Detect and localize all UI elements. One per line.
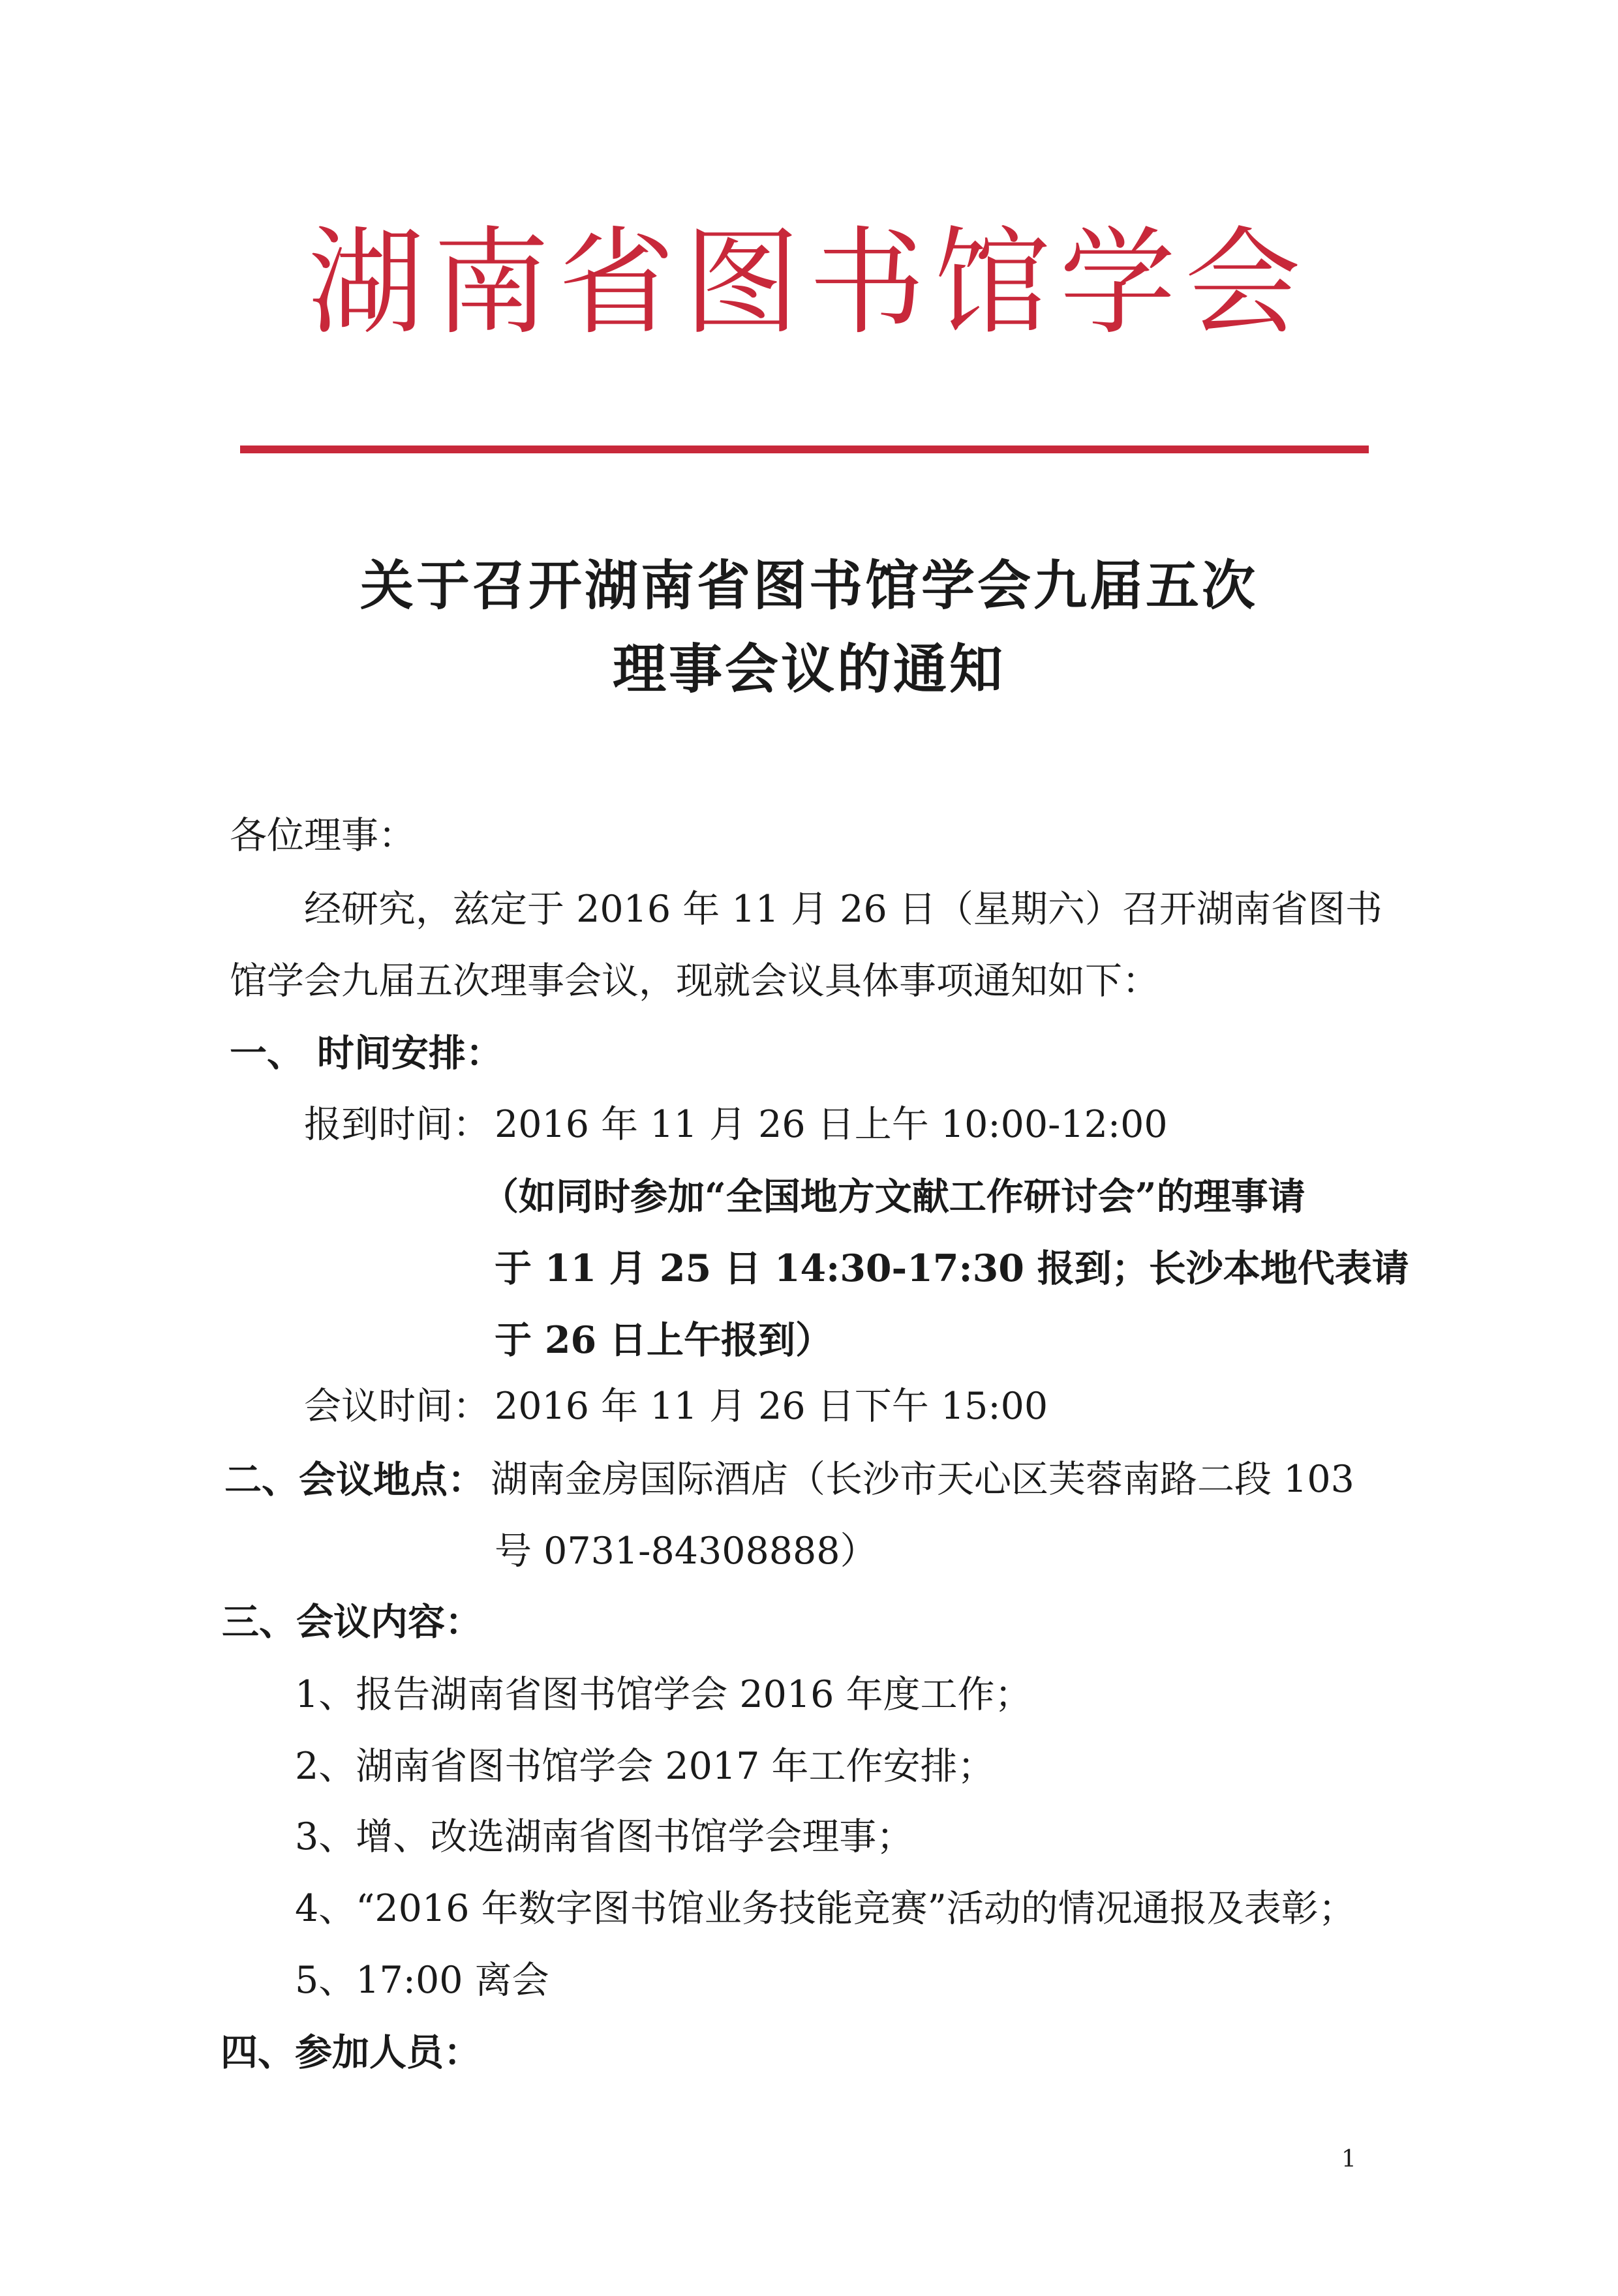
section-1-heading: 一、 时间安排： [230, 1031, 503, 1075]
intro-line-1: 经研究，兹定于 2016 年 11 月 26 日（星期六）召开湖南省图书 [304, 888, 1382, 931]
intro-line-2: 馆学会九届五次理事会议，现就会议具体事项通知如下： [230, 959, 1159, 1003]
agenda-item: 4、“2016 年数字图书馆业务技能竞赛”活动的情况通报及表彰； [295, 1887, 1356, 1930]
organization-header: 湖南省图书馆学会 [308, 215, 1310, 350]
checkin-note-line-3: 于 26 日上午报到） [495, 1318, 833, 1362]
agenda-item: 2、湖南省图书馆学会 2017 年工作安排； [295, 1745, 995, 1788]
agenda-item: 5、17:00 离会 [295, 1959, 549, 2002]
red-header-rule [240, 446, 1369, 453]
section-2-heading: 二、会议地点： [224, 1458, 485, 1502]
venue-line-1: 湖南金房国际酒店（长沙市天心区芙蓉南路二段 103 [491, 1458, 1354, 1501]
section-3-heading: 三、会议内容： [222, 1600, 482, 1644]
section-4-heading: 四、参加人员： [221, 2031, 481, 2074]
checkin-note-line-1: （如同时参加“全国地方文献工作研讨会”的理事请 [481, 1175, 1305, 1218]
venue-line-2: 号 0731-84308888） [495, 1530, 878, 1573]
meeting-time-label: 会议时间： [304, 1385, 490, 1428]
salutation: 各位理事： [230, 814, 416, 857]
agenda-item: 1、报告湖南省图书馆学会 2016 年度工作； [295, 1673, 1032, 1716]
document-title-line-2: 理事会议的通知 [612, 639, 1005, 701]
meeting-time-value: 2016 年 11 月 26 日下午 15:00 [495, 1385, 1048, 1428]
agenda-item: 3、增、改选湖南省图书馆学会理事； [295, 1815, 914, 1858]
page-number: 1 [1341, 2146, 1356, 2173]
checkin-time-value: 2016 年 11 月 26 日上午 10:00-12:00 [495, 1103, 1168, 1146]
checkin-time-label: 报到时间： [304, 1103, 490, 1146]
checkin-note-line-2: 于 11 月 25 日 14:30-17:30 报到；长沙本地代表请 [495, 1246, 1409, 1290]
document-title-line-1: 关于召开湖南省图书馆学会九届五次 [359, 555, 1258, 617]
